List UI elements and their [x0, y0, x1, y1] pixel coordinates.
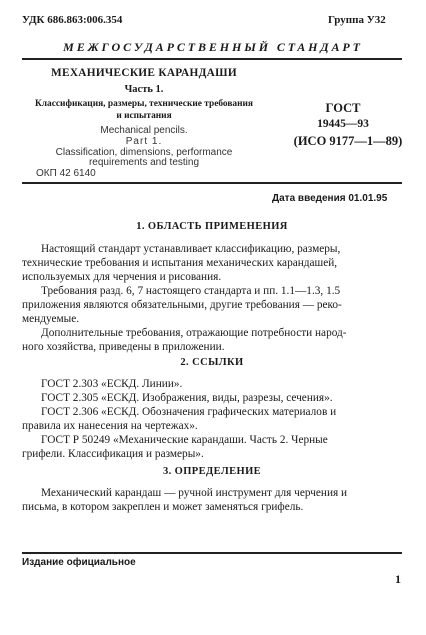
- section-1-line: мендуемые.: [22, 313, 80, 325]
- header-rule: [22, 58, 402, 60]
- gost-number: 19445—93: [317, 118, 369, 130]
- title-ru: МЕХАНИЧЕСКИЕ КАРАНДАШИ: [51, 67, 237, 79]
- reference-line: грифели. Классификация и размеры».: [22, 448, 204, 460]
- iso-number: (ИСО 9177—1—89): [293, 134, 403, 148]
- gost-label: ГОСТ: [325, 101, 361, 115]
- edition-note: Издание официальное: [22, 557, 136, 568]
- section-3-heading: 3. ОПРЕДЕЛЕНИЕ: [162, 466, 262, 477]
- page-number: 1: [395, 572, 401, 586]
- reference-line: ГОСТ Р 50249 «Механические карандаши. Часть 2. Черные: [41, 434, 328, 446]
- intro-date: Дата введения 01.01.95: [272, 193, 388, 204]
- section-1-line: ного хозяйства, приведены в приложении.: [22, 341, 225, 353]
- reference-line: ГОСТ 2.306 «ЕСКД. Обозначения графических материалов и: [41, 406, 337, 418]
- title-en: Mechanical pencils.: [100, 125, 188, 136]
- reference-line: ГОСТ 2.305 «ЕСКД. Изображения, виды, разрезы, сечения».: [41, 392, 333, 404]
- footer-rule: [22, 552, 402, 554]
- reference-line: правила их нанесения на чертежах».: [22, 420, 198, 432]
- section-1-line: Дополнительные требования, отражающие потребности народ-: [41, 327, 347, 339]
- part-en: Part 1.: [125, 136, 163, 147]
- section-1-line: технические требования и испытания механических карандашей,: [22, 257, 338, 269]
- section-2-heading: 2. ССЫЛКИ: [180, 357, 244, 368]
- group-code: Группа У32: [328, 14, 386, 26]
- subtitle-en-line1: Classification, dimensions, performance: [55, 147, 233, 158]
- subtitle-ru-line2: и испытания: [116, 111, 172, 121]
- okp-code: ОКП 42 6140: [36, 168, 96, 179]
- standard-type: МЕЖГОСУДАРСТВЕННЫЙ СТАНДАРТ: [63, 40, 363, 54]
- section-1-line: Требования разд. 6, 7 настоящего стандарта и пп. 1.1—1.3, 1.5: [41, 285, 341, 297]
- section-1-line: Настоящий стандарт устанавливает классификацию, размеры,: [41, 243, 341, 255]
- udk-code: УДК 686.863:006.354: [22, 14, 123, 26]
- reference-line: ГОСТ 2.303 «ЕСКД. Линии».: [41, 378, 183, 390]
- section-1-heading: 1. ОБЛАСТЬ ПРИМЕНЕНИЯ: [136, 221, 288, 232]
- definition-line: письма, в котором закреплен и может заменяться грифель.: [22, 501, 304, 513]
- section-1-line: используемых для черчения и рисования.: [22, 271, 222, 283]
- subtitle-en-line2: requirements and testing: [88, 157, 200, 168]
- definition-line: Механический карандаш — ручной инструмент для черчения и: [41, 487, 348, 499]
- part-ru: Часть 1.: [124, 84, 164, 95]
- section-1-line: приложения являются обязательными, другие требования — реко-: [22, 299, 342, 311]
- subtitle-ru-line1: Классификация, размеры, технические требования: [34, 99, 253, 109]
- title-block-rule: [22, 182, 402, 184]
